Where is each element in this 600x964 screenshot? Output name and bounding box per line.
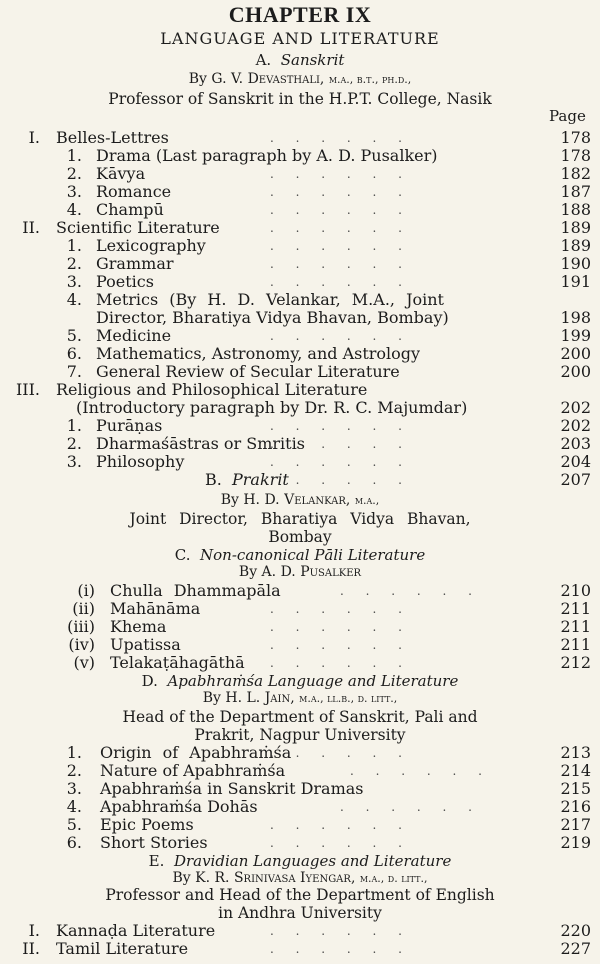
toc-entry: 5. Epic Poems . . . . . . 217	[66, 815, 591, 834]
section-a-byline: By G. V. Devasthali, m.a., b.t., ph.d.,	[188, 71, 412, 87]
toc-entry: II. Tamil Literature . . . . . . 227	[22, 939, 591, 958]
section-d-affiliation: Head of the Department of Sanskrit, Pali and	[122, 708, 478, 726]
toc-entry: (i) Chulla Dhammapāla . . . . . . 210	[77, 581, 591, 600]
chapter-title: LANGUAGE AND LITERATURE	[160, 29, 440, 48]
toc-entry: 3. Romance . . . . . . 187	[66, 182, 591, 201]
toc-entry: (v) Telakaṭāhagāthā . . . . . . 212	[73, 653, 591, 672]
section-c-byline: By A. D. Pusalker	[238, 564, 362, 580]
toc-entry: 1. Lexicography . . . . . . 189	[66, 236, 591, 255]
section-e-affiliation-2: in Andhra University	[218, 904, 382, 922]
toc-entry-continuation: Director, Bharatiya Vidya Bhavan, Bombay) 198	[96, 308, 591, 327]
toc-entry: I. Kannaḍa Literature . . . . . . 220	[28, 921, 591, 940]
section-b-byline: By H. D. Velankar, m.a.,	[220, 492, 380, 508]
toc-entry: III. Religious and Philosophical Literature	[15, 380, 368, 399]
toc-entry: 4. Apabhraṁśa Dohās . . . . . . 216	[66, 797, 591, 816]
section-b-affiliation-2: Bombay	[268, 528, 332, 546]
toc-entry: II. Scientific Literature . . . . . . 189	[22, 218, 591, 237]
toc-entry: 2. Grammar . . . . . . 190	[66, 254, 591, 273]
section-d-affiliation-2: Prakrit, Nagpur University	[194, 726, 406, 744]
toc-entry: 6. Short Stories . . . . . . 219	[66, 833, 591, 852]
toc-entry: 7. General Review of Secular Literature 200	[66, 362, 591, 381]
toc-entry: 2. Kāvya . . . . . . 182	[66, 164, 591, 183]
chapter-heading: CHAPTER IX	[228, 2, 372, 27]
toc-entry: 1. Origin of Apabhraṁśa . . . . . . 213	[66, 743, 591, 762]
toc-entry: 1. Purāṇas . . . . . . 202	[66, 416, 591, 435]
toc-entry: 6. Mathematics, Astronomy, and Astrology 200	[66, 344, 591, 363]
toc-entry: 5. Medicine . . . . . . 199	[66, 326, 591, 345]
section-b-affiliation: Joint Director, Bharatiya Vidya Bhavan,	[129, 510, 471, 528]
toc-entry: 3. Apabhraṁśa in Sanskrit Dramas 215	[66, 779, 591, 798]
page-column-header: Page	[549, 107, 586, 125]
section-e-byline: By K. R. Srinivasa Iyengar, m.a., d. litt.,	[172, 870, 428, 886]
section-a-affiliation: Professor of Sanskrit in the H.P.T. College, Nasik	[108, 90, 492, 108]
toc-entry: (iv) Upatissa . . . . . . 211	[68, 635, 591, 654]
toc-entry: (iii) Khema . . . . . . 211	[67, 617, 591, 636]
toc-entry: 2. Dharmaśāstras or Smritis . . . . . . 203	[66, 434, 591, 453]
toc-entry: 1. Drama (Last paragraph by A. D. Pusalker) 178	[66, 146, 591, 165]
toc-entry: 3. Philosophy . . . . . . 204	[66, 452, 591, 471]
toc-entry-continuation: (Introductory paragraph by Dr. R. C. Majumdar) 202	[76, 398, 591, 417]
toc-entry: I. Belles-Lettres . . . . . . 178	[28, 128, 591, 147]
section-a-heading: A. Sanskrit	[255, 51, 345, 69]
toc-entry: 4. Metrics (By H. D. Velankar, M.A., Joint	[66, 290, 444, 309]
section-d-heading: D. Apabhraṁśa Language and Literature	[141, 672, 459, 690]
toc-entry: 4. Champū . . . . . . 188	[66, 200, 591, 219]
section-d-byline: By H. L. Jain, m.a., ll.b., d. litt.,	[202, 690, 398, 706]
section-b-heading: B. Prakrit . . . . . . 207	[205, 470, 591, 489]
section-e-affiliation: Professor and Head of the Department of English	[105, 886, 495, 904]
toc-entry: 3. Poetics . . . . . . 191	[66, 272, 591, 291]
toc-entry: 2. Nature of Apabhraṁśa . . . . . . 214	[66, 761, 591, 780]
toc-entry: (ii) Mahānāma . . . . . . 211	[72, 599, 591, 618]
section-c-heading: C. Non-canonical Pāli Literature	[174, 546, 426, 564]
section-e-heading: E. Dravidian Languages and Literature	[148, 852, 452, 870]
